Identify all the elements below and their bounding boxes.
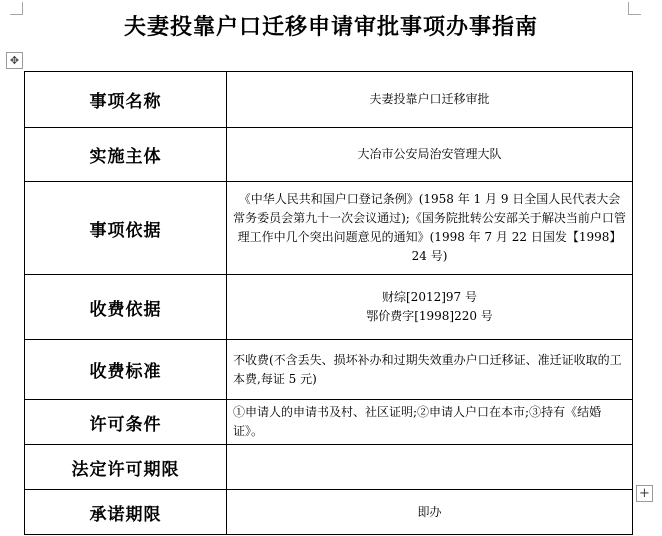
cell-text: 大冶市公安局治安管理大队 bbox=[357, 147, 502, 161]
cell-text: ①申请人的申请书及村、社区证明;②申请人户口在本市;③持有《结婚证》。 bbox=[233, 405, 602, 438]
table-row bbox=[25, 128, 633, 182]
row-value-promised-period[interactable] bbox=[227, 490, 633, 535]
cell-text: 财综[2012]97 号 bbox=[382, 290, 477, 304]
row-label-permit-conditions[interactable]: 许可条件 bbox=[25, 400, 227, 445]
guide-table bbox=[24, 71, 633, 535]
row-value-legal-basis[interactable] bbox=[227, 182, 633, 275]
row-label-fee-basis[interactable]: 收费依据 bbox=[25, 275, 227, 340]
row-label-implementing-body[interactable]: 实施主体 bbox=[25, 128, 227, 182]
table-row bbox=[25, 490, 633, 535]
row-value-fee-basis[interactable] bbox=[227, 275, 633, 340]
row-label-legal-period[interactable]: 法定许可期限 bbox=[25, 445, 227, 490]
row-value-legal-period[interactable] bbox=[227, 445, 633, 490]
row-label-item-name[interactable]: 事项名称 bbox=[25, 72, 227, 128]
cell-text: 夫妻投靠户口迁移审批 bbox=[369, 92, 490, 106]
row-label-legal-basis[interactable]: 事项依据 bbox=[25, 182, 227, 275]
table-row bbox=[25, 340, 633, 400]
cell-text: 即办 bbox=[417, 504, 442, 519]
row-value-fee-standard[interactable] bbox=[227, 340, 633, 400]
cell-text: 不收费(不含丢失、损坏补办和过期失效重办户口迁移证、准迁证收取的工本费,每证 5 元) bbox=[233, 352, 622, 386]
cell-text: 鄂价费字[1998]220 号 bbox=[366, 309, 493, 323]
row-value-permit-conditions[interactable] bbox=[227, 400, 633, 445]
cell-text: 《中华人民共和国户口登记条例》(1958 年 1 月 9 日全国人民代表大会常务委员会第九十一次会议通过);《国务院批转公安部关于解决当前户口管理工作中几个突出问题意见的通知》(1998 年 7 月 22 日国发【1998】24 号) bbox=[233, 192, 626, 263]
table-row bbox=[25, 445, 633, 490]
table-row bbox=[25, 72, 633, 128]
table-move-handle-icon[interactable]: ✥ bbox=[6, 52, 23, 69]
table-row bbox=[25, 400, 633, 445]
add-row-plus-icon[interactable]: + bbox=[636, 485, 653, 502]
row-label-promised-period[interactable]: 承诺期限 bbox=[25, 490, 227, 535]
table-row bbox=[25, 182, 633, 275]
row-value-implementing-body[interactable] bbox=[227, 128, 633, 182]
table-row bbox=[25, 275, 633, 340]
row-value-item-name[interactable] bbox=[227, 72, 633, 128]
document-title: 夫妻投靠户口迁移申请审批事项办事指南 bbox=[123, 14, 538, 40]
row-label-fee-standard[interactable]: 收费标准 bbox=[25, 340, 227, 400]
